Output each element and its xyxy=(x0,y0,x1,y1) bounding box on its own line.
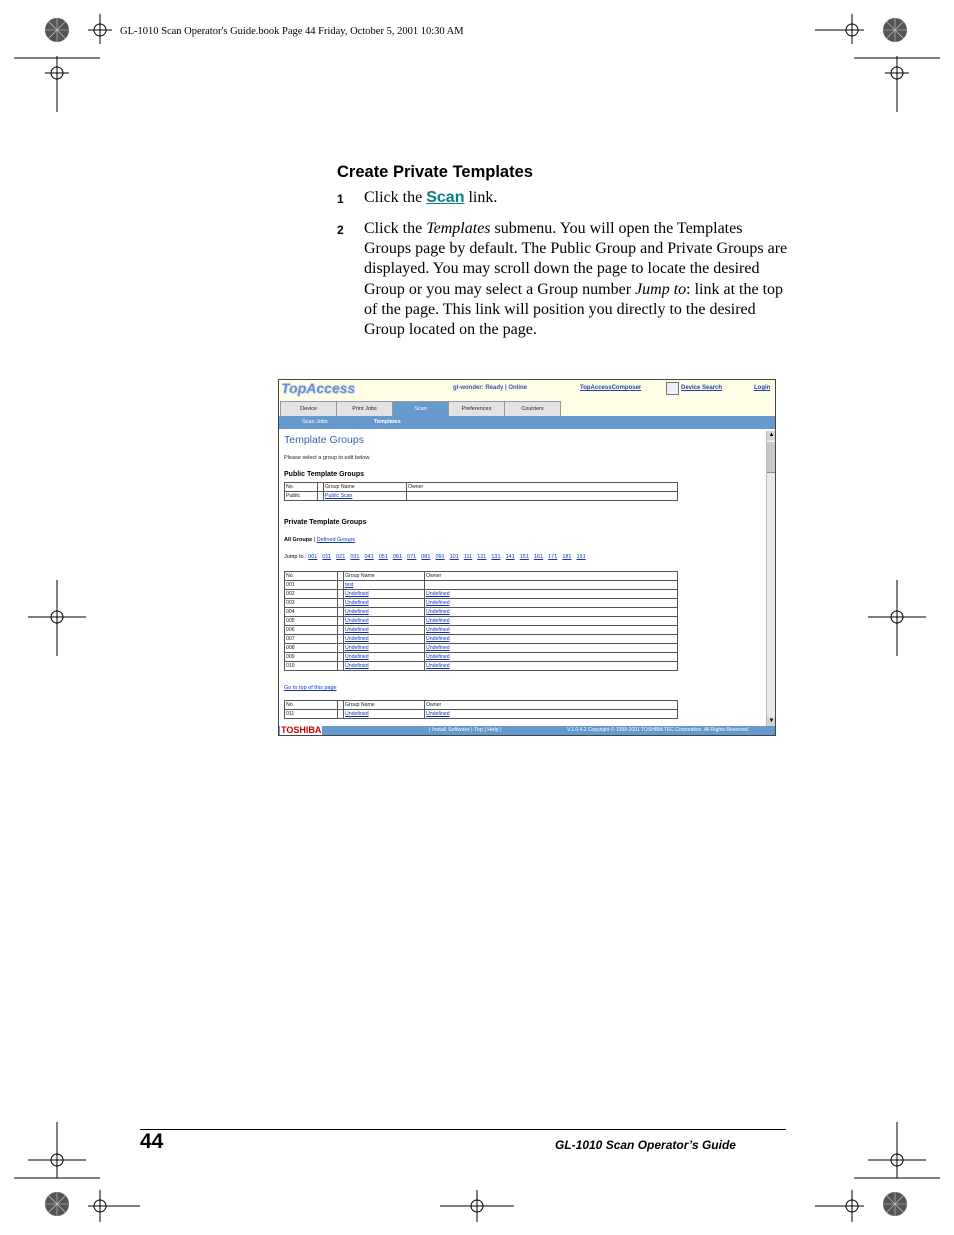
jump-link-071[interactable]: 071 xyxy=(407,554,417,560)
step-1-number: 1 xyxy=(337,192,344,206)
owner-link[interactable]: Undefined xyxy=(425,590,678,599)
device-search-icon[interactable] xyxy=(666,382,679,395)
row-no: Public xyxy=(285,492,318,501)
group-name-link[interactable]: Undefined xyxy=(344,653,425,662)
jump-links xyxy=(308,554,591,560)
guide-title: GL-1010 Scan Operator’s Guide xyxy=(555,1138,736,1152)
row-no: 006 xyxy=(285,626,338,635)
topaccess-logo: TopAccess xyxy=(281,380,356,396)
defined-groups-link[interactable]: Defined Groups xyxy=(316,537,356,543)
topaccess-composer-link[interactable]: TopAccessComposer xyxy=(580,385,642,391)
private-rows xyxy=(285,581,678,671)
jump-to-emphasis: Jump to xyxy=(635,280,687,298)
jump-link-131[interactable]: 131 xyxy=(491,554,501,560)
footer-rule xyxy=(140,1129,786,1130)
owner-link[interactable]: Undefined xyxy=(425,662,678,671)
public-scan-link[interactable]: Public Scan xyxy=(324,492,407,501)
go-to-top-link[interactable]: Go to top of this page xyxy=(284,685,337,691)
jump-link-061[interactable]: 061 xyxy=(392,554,403,560)
header-owner: Owner xyxy=(425,572,678,581)
tab-counters[interactable]: Counters xyxy=(504,401,561,416)
scroll-up-arrow-icon[interactable]: ▲ xyxy=(768,432,775,438)
group-name-link[interactable]: Undefined xyxy=(344,626,425,635)
table-header-row xyxy=(285,572,678,581)
main-tabs xyxy=(279,400,775,416)
all-groups-label: All Groups xyxy=(284,537,313,543)
jump-link-041[interactable]: 041 xyxy=(364,554,374,560)
header-group-name: Group Name xyxy=(324,483,407,492)
header-no: No. xyxy=(285,701,338,710)
row-no: 007 xyxy=(285,635,338,644)
group-name-link[interactable]: test xyxy=(344,581,425,590)
step-1-text xyxy=(364,188,794,208)
row-no: 008 xyxy=(285,644,338,653)
group-name-link[interactable]: Undefined xyxy=(344,662,425,671)
table-row xyxy=(285,662,678,671)
table-row xyxy=(285,626,678,635)
private-groups-table-2 xyxy=(284,700,678,719)
private-groups-table xyxy=(284,571,678,671)
row-no: 010 xyxy=(285,662,338,671)
step-1-after: link. xyxy=(464,189,498,206)
jump-link-031[interactable]: 031 xyxy=(350,554,360,560)
jump-link-151[interactable]: 151 xyxy=(519,554,529,560)
jump-link-001[interactable]: 001 xyxy=(308,554,318,560)
toshiba-logo: TOSHIBA xyxy=(281,725,322,735)
step-2-part-3: : link at the top of the page. This link will position you directly to the desired Group located on the page. xyxy=(364,280,784,339)
subtab-scan-jobs[interactable]: Scan Jobs xyxy=(302,419,328,425)
owner-link[interactable]: Undefined xyxy=(425,635,678,644)
header-group-name: Group Name xyxy=(344,701,425,710)
table-row xyxy=(285,635,678,644)
tab-scan[interactable]: Scan xyxy=(392,401,449,416)
tab-preferences[interactable]: Preferences xyxy=(448,401,505,416)
subtab-templates[interactable]: Templates xyxy=(374,419,401,425)
row-no: 005 xyxy=(285,617,338,626)
jump-link-101[interactable]: 101 xyxy=(449,554,459,560)
page-title: Template Groups xyxy=(284,434,364,446)
jump-to-label: Jump to : xyxy=(284,554,307,560)
header-group-name: Group Name xyxy=(344,572,425,581)
jump-link-091[interactable]: 091 xyxy=(435,554,445,560)
private-rows-2 xyxy=(285,710,678,719)
owner-link[interactable]: Undefined xyxy=(425,617,678,626)
row-no: 009 xyxy=(285,653,338,662)
step-1-before: Click the xyxy=(364,189,427,206)
tab-print-jobs[interactable]: Print Jobs xyxy=(336,401,393,416)
table-row xyxy=(285,590,678,599)
table-row xyxy=(285,653,678,662)
jump-link-121[interactable]: 121 xyxy=(477,554,487,560)
table-row xyxy=(285,492,678,501)
header-owner: Owner xyxy=(407,483,678,492)
copyright-text: V.1.0.4.2 Copyright © 1999-2001 TOSHIBA TEC Corporation. All Rights Reserved. xyxy=(567,727,750,733)
row-owner xyxy=(407,492,678,501)
jump-link-081[interactable]: 081 xyxy=(421,554,431,560)
sub-navigation xyxy=(279,416,775,429)
header-no: No. xyxy=(285,483,318,492)
jump-link-161[interactable]: 161 xyxy=(533,554,544,560)
owner-link[interactable]: Undefined xyxy=(425,626,678,635)
owner-link[interactable]: Undefined xyxy=(425,644,678,653)
table-row xyxy=(285,581,678,590)
group-name-link[interactable]: Undefined xyxy=(344,590,425,599)
group-filter xyxy=(284,537,355,543)
row-no: 004 xyxy=(285,608,338,617)
jump-link-181[interactable]: 181 xyxy=(562,554,572,560)
owner-link[interactable]: Undefined xyxy=(425,608,678,617)
table-row xyxy=(285,710,678,719)
jump-link-011[interactable]: 011 xyxy=(322,554,332,560)
footer-bar xyxy=(279,726,775,735)
jump-link-171[interactable]: 171 xyxy=(548,554,558,560)
table-row xyxy=(285,617,678,626)
table-row xyxy=(285,599,678,608)
vertical-scrollbar[interactable] xyxy=(766,431,776,726)
footer-links[interactable]: | Install Software | Top | Help | xyxy=(429,727,502,733)
group-name-link[interactable]: Undefined xyxy=(344,644,425,653)
owner-link xyxy=(425,581,678,590)
row-no: 001 xyxy=(285,581,338,590)
group-name-link[interactable]: Undefined xyxy=(344,608,425,617)
private-groups-heading: Private Template Groups xyxy=(284,519,367,526)
device-search-link[interactable]: Device Search xyxy=(681,385,723,391)
filter-separator: | xyxy=(313,537,316,543)
scroll-thumb[interactable] xyxy=(767,441,776,473)
top-bar xyxy=(279,380,775,400)
page-number: 44 xyxy=(140,1130,164,1153)
content-area xyxy=(279,429,766,726)
book-header-line: GL-1010 Scan Operator's Guide.book Page 44 Friday, October 5, 2001 10:30 AM xyxy=(120,26,464,37)
jump-link-141[interactable]: 141 xyxy=(505,554,515,560)
header-owner: Owner xyxy=(425,701,678,710)
device-status: gl-wonder: Ready | Online xyxy=(453,385,528,391)
topaccess-screenshot xyxy=(278,379,776,736)
table-header-row xyxy=(285,483,678,492)
step-2-text xyxy=(364,219,789,340)
header-no: No. xyxy=(285,572,338,581)
row-no: 002 xyxy=(285,590,338,599)
scan-link[interactable]: Scan xyxy=(426,189,465,206)
jump-link-051[interactable]: 051 xyxy=(378,554,388,560)
group-name-link[interactable]: Undefined xyxy=(344,635,425,644)
owner-link[interactable]: Undefined xyxy=(425,710,678,719)
step-2-part-1: Click the xyxy=(364,220,427,237)
instruction-text: Please select a group to edit below. xyxy=(284,455,371,461)
table-header-row xyxy=(285,701,678,710)
owner-link[interactable]: Undefined xyxy=(425,599,678,608)
jump-link-191[interactable]: 191 xyxy=(576,554,586,560)
jump-to-row xyxy=(284,554,591,560)
step-2-part-2: submenu. You will open the Templates Groups page by default. The Public Group and Private Groups are displayed. You may scroll down the page to locate the desired Group or you may select a Group number xyxy=(364,220,788,298)
scroll-down-arrow-icon[interactable]: ▼ xyxy=(768,718,775,724)
table-row xyxy=(285,644,678,653)
row-no: 003 xyxy=(285,599,338,608)
templates-emphasis: Templates xyxy=(426,220,491,237)
owner-link[interactable]: Undefined xyxy=(425,653,678,662)
section-title: Create Private Templates xyxy=(337,163,533,181)
step-2-number: 2 xyxy=(337,223,344,237)
tab-device[interactable]: Device xyxy=(280,401,337,416)
jump-link-021[interactable]: 021 xyxy=(336,554,346,560)
group-name-link[interactable]: Undefined xyxy=(344,617,425,626)
jump-link-111[interactable]: 111 xyxy=(463,554,473,560)
group-name-link[interactable]: Undefined xyxy=(344,710,425,719)
public-groups-table xyxy=(284,482,678,501)
public-groups-heading: Public Template Groups xyxy=(284,471,364,478)
login-link[interactable]: Login xyxy=(754,385,771,391)
group-name-link[interactable]: Undefined xyxy=(344,599,425,608)
table-row xyxy=(285,608,678,617)
row-no: 011 xyxy=(285,710,338,719)
